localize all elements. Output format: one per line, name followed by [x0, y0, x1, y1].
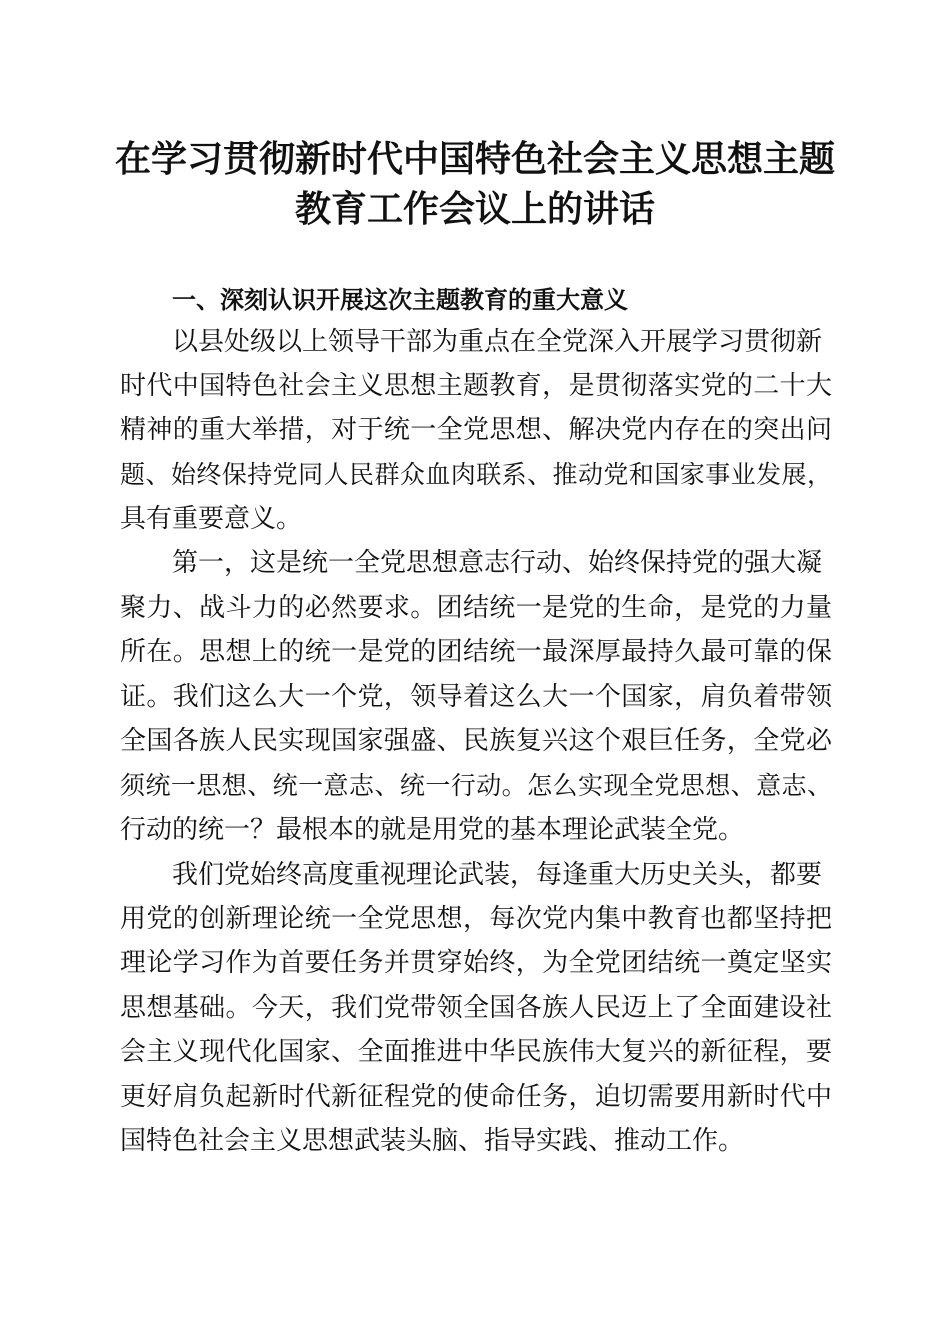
paragraph-1-line-1: 以县处级以上领导干部为重点在全党深入开展学习贯彻新 [172, 327, 823, 357]
paragraph-2-line-5: 全国各族人民实现国家强盛、民族复兴这个艰巨任务，全党必 [120, 726, 832, 756]
paragraph-2-line-2: 聚力、战斗力的必然要求。团结统一是党的生命，是党的力量 [120, 593, 832, 623]
paragraph-3-line-1: 我们党始终高度重视理论武装，每逢重大历史关头，都要 [172, 860, 823, 890]
paragraph-3-line-5: 会主义现代化国家、全面推进中华民族伟大复兴的新征程，要 [120, 1037, 832, 1067]
paragraph-2-line-4: 证。我们这么大一个党，领导着这么大一个国家，肩负着带领 [120, 682, 832, 712]
paragraph-2-line-1: 第一，这是统一全党思想意志行动、始终保持党的强大凝 [172, 548, 823, 578]
document-title-line-1: 在学习贯彻新时代中国特色社会主义思想主题 [114, 138, 835, 180]
document-title-line-2: 教育工作会议上的讲话 [294, 188, 655, 230]
paragraph-3-line-7: 国特色社会主义思想武装头脑、指导实践、推动工作。 [120, 1126, 745, 1156]
paragraph-2-line-7: 行动的统一？最根本的就是用党的基本理论武装全党。 [120, 815, 745, 845]
paragraph-3-line-2: 用党的创新理论统一全党思想，每次党内集中教育也都坚持把 [120, 904, 832, 934]
paragraph-3-line-6: 更好肩负起新时代新征程党的使命任务，迫切需要用新时代中 [120, 1082, 832, 1112]
paragraph-3-line-4: 思想基础。今天，我们党带领全国各族人民迈上了全面建设社 [120, 993, 832, 1023]
paragraph-3-line-3: 理论学习作为首要任务并贯穿始终，为全党团结统一奠定坚实 [120, 948, 832, 978]
paragraph-1-line-5: 具有重要意义。 [120, 504, 303, 534]
paragraph-2-line-6: 须统一思想、统一意志、统一行动。怎么实现全党思想、意志、 [120, 771, 832, 800]
paragraph-1-line-4: 题、始终保持党同人民群众血肉联系、推动党和国家事业发展， [120, 460, 832, 489]
paragraph-1-line-2: 时代中国特色社会主义思想主题教育，是贯彻落实党的二十大 [120, 371, 832, 401]
section-heading: 一、深刻认识开展这次主题教育的重大意义 [172, 286, 628, 314]
paragraph-2-line-3: 所在。思想上的统一是党的团结统一最深厚最持久最可靠的保 [120, 637, 832, 667]
paragraph-1-line-3: 精神的重大举措，对于统一全党思想、解决党内存在的突出问 [120, 415, 832, 445]
